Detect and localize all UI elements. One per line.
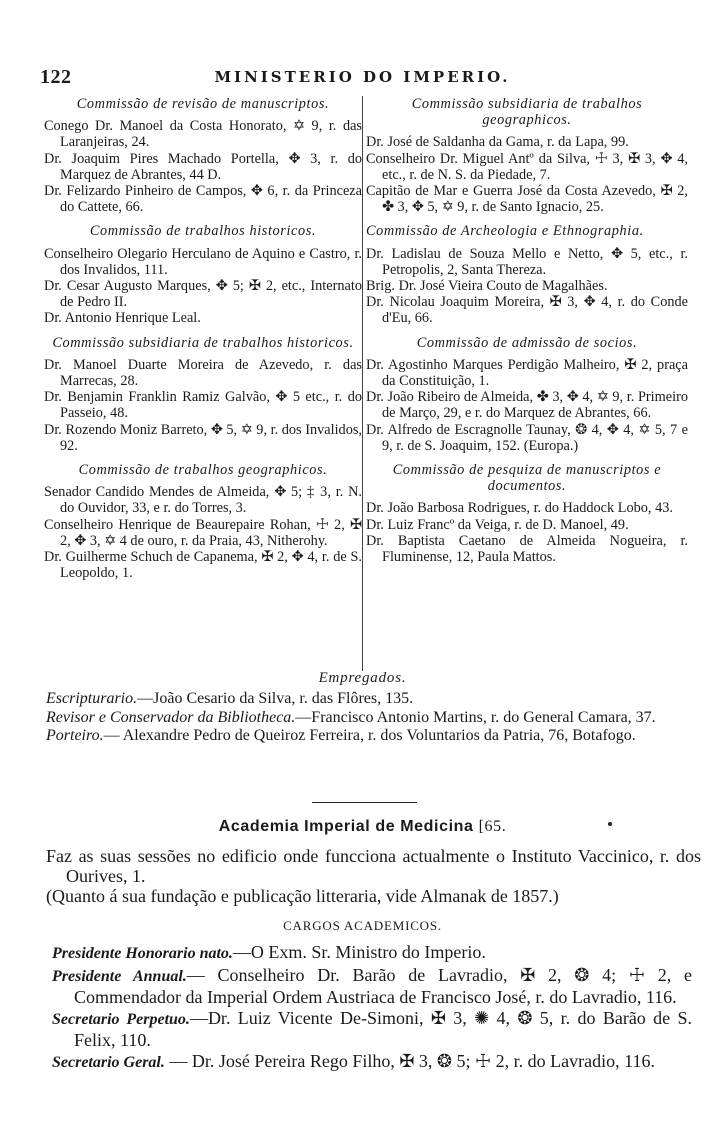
list-item: Dr. Manoel Duarte Moreira de Azevedo, r. das Marrecas, 28. (44, 356, 362, 390)
section-title: Commissão subsidiaria de trabalhos geographicos. (411, 96, 643, 129)
entry-text: —Francisco Antonio Martins, r. do General Camara, 37. (295, 708, 656, 726)
list-item: Conego Dr. Manoel da Costa Honorato, ✡ 9, r. das Laranjeiras, 24. (44, 118, 362, 151)
list-item (46, 690, 696, 709)
entry-text: —O Exm. Sr. Ministro do Imperio. (232, 942, 486, 962)
role-label: Porteiro. (46, 727, 104, 744)
list-item: Dr. João Barbosa Rodrigues, r. do Haddock Lobo, 43. (366, 500, 673, 517)
entry-text: —João Cesario da Silva, r. das Flôres, 135. (137, 690, 414, 707)
list-item: Dr. Antonio Henrique Leal. (44, 310, 201, 327)
role-label: Revisor e Conservador da Bibliotheca. (46, 708, 296, 726)
section-title: Commissão subsidiaria de trabalhos historicos. (52, 334, 354, 351)
academia-heading (0, 818, 725, 836)
list-item: Dr. João Ribeiro de Almeida, ✤ 3, ✥ 4, ✡ 9, r. Primeiro de Março, 29, e r. do Marquez de Abrantes, 66. (366, 389, 688, 422)
section-title: Commissão de trabalhos geographicos. (78, 462, 328, 479)
role-label: Escripturario. (46, 690, 138, 707)
list-item: Dr. Ladislau de Souza Mello e Netto, ✥ 5, etc., r. Petropolis, 2, Santa Thereza. (366, 245, 688, 278)
column-divider (362, 96, 363, 671)
academia-number: [65. (478, 818, 507, 835)
list-item: Dr. José de Saldanha da Gama, r. da Lapa, 99. (366, 134, 629, 151)
list-item: Brig. Dr. José Vieira Couto de Magalhães. (366, 278, 608, 295)
entry-text: —Dr. Luiz Vicente De-Simoni, ✠ 3, ✺ 4, ❂ 5, r. do Barão de S. Felix, 110. (74, 1007, 692, 1050)
section-title: Commissão de Archeologia e Ethnographia. (366, 223, 644, 240)
left-column (44, 92, 362, 581)
list-item: Dr. Rozendo Moniz Barreto, ✥ 5, ✡ 9, r. dos Invalidos, 92. (44, 421, 362, 454)
list-item: Conselheiro Dr. Miguel Antº da Silva, ☩ 3, ✠ 3, ✥ 4, etc., r. de N. S. da Piedade, 7. (366, 150, 688, 183)
list-item (46, 727, 696, 746)
right-column (366, 92, 688, 565)
section-title: Commissão de admissão de socios. (416, 334, 638, 351)
list-item: Dr. Felizardo Pinheiro de Campos, ✥ 6, r. da Princeza do Cattete, 66. (44, 183, 362, 216)
list-item: Dr. Nicolau Joaquim Moreira, ✠ 3, ✥ 4, r. do Conde d'Eu, 66. (366, 294, 688, 327)
empregados-list (46, 690, 696, 746)
cargos-heading: CARGOS ACADEMICOS. (283, 918, 442, 933)
section-title: Commissão de revisão de manuscriptos. (76, 96, 330, 112)
entry-text: — Dr. José Pereira Rego Filho, ✠ 3, ❂ 5; ☩ 2, r. do Lavradio, 116. (164, 1050, 655, 1071)
list-item (52, 965, 692, 1008)
list-item: Dr. Benjamin Franklin Ramiz Galvão, ✥ 5 etc., r. do Passeio, 48. (44, 389, 362, 422)
list-item: Dr. Baptista Caetano de Almeida Nogueira, r. Fluminense, 12, Paula Mattos. (366, 532, 688, 566)
list-item (46, 709, 696, 728)
list-item (52, 1008, 692, 1051)
intro-paragraph: Faz as suas sessões no edificio onde funcciona actualmente o Instituto Vaccinico, r. dos Ourives, 1. (46, 846, 701, 886)
list-item (52, 942, 692, 965)
entry-text: — Conselheiro Dr. Barão de Lavradio, ✠ 2, ❂ 4; ☩ 2, e Commendador da Imperial Ordem Austriaca de Francisco José, r. do Lavradio, 116. (74, 964, 692, 1007)
list-item: Capitão de Mar e Guerra José da Costa Azevedo, ✠ 2, ✤ 3, ✥ 5, ✡ 9, r. de Santo Ignacio, 25. (366, 183, 688, 216)
role-label: Secretario Perpetuo. (52, 1010, 190, 1028)
list-item: Dr. Cesar Augusto Marques, ✥ 5; ✠ 2, etc., Internato de Pedro II. (44, 278, 362, 311)
running-head (40, 66, 685, 88)
empregados-heading: Empregados. (318, 670, 407, 686)
page-title: MINISTERIO DO IMPERIO. (214, 68, 511, 86)
page-number: 122 (40, 66, 72, 88)
entry-text: — Alexandre Pedro de Queiroz Ferreira, r. dos Voluntarios da Patria, 76, Botafogo. (103, 727, 636, 744)
section-rule (312, 802, 417, 803)
section-title: Commissão de trabalhos historicos. (89, 223, 317, 240)
list-item: Dr. Agostinho Marques Perdigão Malheiro, ✠ 2, praça da Constituição, 1. (366, 356, 688, 390)
list-item: Conselheiro Olegario Herculano de Aquino e Castro, r. dos Invalidos, 111. (44, 245, 362, 278)
list-item: Dr. Alfredo de Escragnolle Taunay, ❂ 4, ✥ 4, ✡ 5, 7 e 9, r. de S. Joaquim, 152. (Europa.) (366, 421, 688, 454)
role-label: Presidente Annual. (52, 967, 187, 985)
section-title: Commissão de pesquiza de manuscriptos e documentos. (392, 462, 662, 495)
academia-intro (46, 846, 701, 906)
list-item (52, 1051, 692, 1074)
list-item: Dr. Luiz Francº da Veiga, r. de D. Manoel, 49. (366, 516, 629, 533)
list-item: Conselheiro Henrique de Beaurepaire Rohan, ☩ 2, ✠ 2, ✥ 3, ✡ 4 de ouro, r. da Praia, 43, Nitherohy. (44, 516, 362, 549)
academia-title: Academia Imperial de Medicina (218, 818, 474, 835)
list-item: Dr. Guilherme Schuch de Capanema, ✠ 2, ✥ 4, r. de S. Leopoldo, 1. (44, 549, 362, 582)
intro-paragraph: (Quanto á sua fundação e publicação litteraria, vide Almanak de 1857.) (46, 886, 559, 906)
list-item: Dr. Joaquim Pires Machado Portella, ✥ 3, r. do Marquez de Abrantes, 44 D. (44, 150, 362, 183)
list-item: Senador Candido Mendes de Almeida, ✥ 5; ‡ 3, r. N. do Ouvidor, 33, e r. do Torres, 3. (44, 484, 362, 517)
role-label: Presidente Honorario nato. (52, 945, 233, 962)
cargos-list (52, 942, 692, 1073)
role-label: Secretario Geral. (52, 1053, 165, 1071)
